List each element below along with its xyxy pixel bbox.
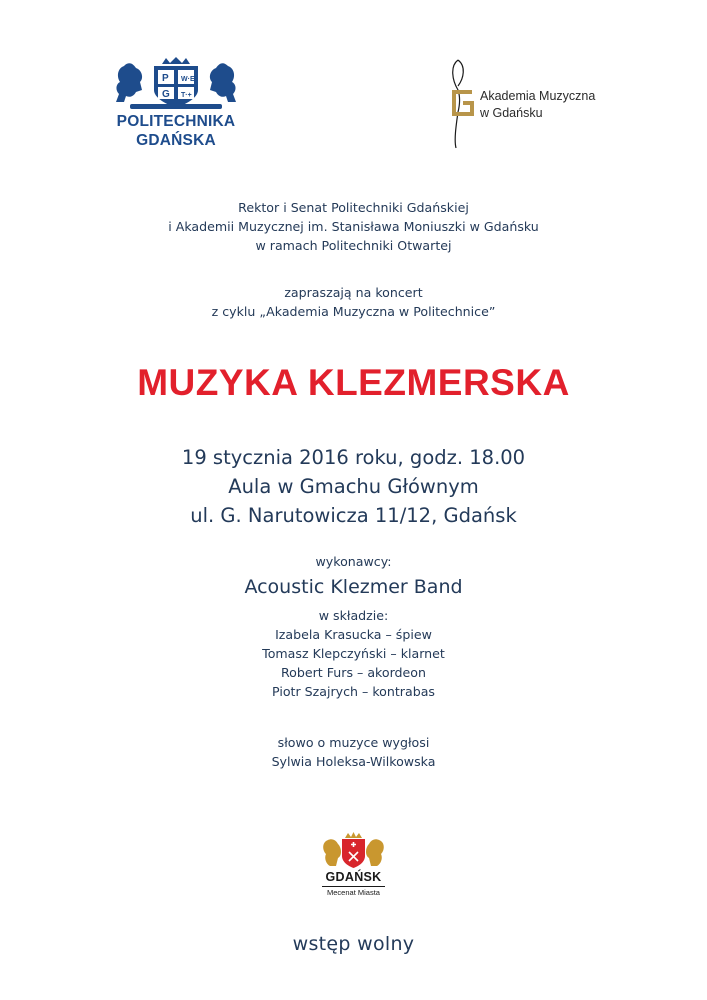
svg-text:G: G bbox=[162, 89, 170, 100]
band-members bbox=[0, 606, 707, 701]
gdansk-mecenat-logo bbox=[314, 832, 393, 904]
pg-name-line1: POLITECHNIKA bbox=[116, 113, 236, 130]
svg-text:W·E: W·E bbox=[181, 76, 195, 83]
akademia-muzyczna-logo bbox=[446, 56, 616, 152]
intro-line: w ramach Politechniki Otwartej bbox=[255, 238, 452, 253]
svg-text:P: P bbox=[162, 73, 169, 84]
members-intro: w składzie: bbox=[318, 608, 389, 623]
member-item: Piotr Szajrych – kontrabas bbox=[272, 684, 435, 699]
event-date: 19 stycznia 2016 roku, godz. 18.00 bbox=[181, 446, 526, 469]
invite-line: z cyklu „Akademia Muzyczna w Politechnice” bbox=[211, 304, 496, 319]
event-venue: Aula w Gmachu Głównym bbox=[228, 475, 479, 498]
invite-text bbox=[0, 283, 707, 321]
intro-text bbox=[0, 198, 707, 255]
event-address: ul. G. Narutowicza 11/12, Gdańsk bbox=[190, 504, 517, 527]
speaker-name: Sylwia Holeksa-Wilkowska bbox=[271, 754, 436, 769]
pg-crest-icon bbox=[110, 56, 242, 112]
band-name: Acoustic Klezmer Band bbox=[244, 576, 463, 598]
gdansk-crest-icon bbox=[314, 832, 393, 870]
intro-line: Rektor i Senat Politechniki Gdańskiej bbox=[238, 200, 469, 215]
am-name-line1: Akademia Muzyczna bbox=[480, 89, 596, 103]
treble-clef-g-icon bbox=[446, 56, 480, 152]
pg-name-line2: GDAŃSKA bbox=[136, 132, 216, 149]
politechnika-gdanska-logo bbox=[110, 56, 242, 152]
gdansk-name: GDAŃSK bbox=[325, 870, 382, 884]
gdansk-divider bbox=[322, 886, 385, 887]
member-item: Izabela Krasucka – śpiew bbox=[275, 627, 432, 642]
member-item: Robert Furs – akordeon bbox=[281, 665, 426, 680]
gdansk-subtitle: Mecenat Miasta bbox=[327, 888, 380, 897]
event-details bbox=[0, 443, 707, 530]
intro-line: i Akademii Muzycznej im. Stanisława Moniuszki w Gdańsku bbox=[168, 219, 539, 234]
free-entry-note: wstęp wolny bbox=[292, 933, 415, 955]
am-name-line2: w Gdańsku bbox=[480, 106, 543, 120]
performers-label: wykonawcy: bbox=[315, 554, 392, 569]
speaker-info bbox=[0, 733, 707, 771]
svg-text:T·+: T·+ bbox=[181, 92, 192, 99]
member-item: Tomasz Klepczyński – klarnet bbox=[262, 646, 445, 661]
invite-line: zapraszają na koncert bbox=[284, 285, 423, 300]
concert-title: MUZYKA KLEZMERSKA bbox=[137, 362, 570, 403]
speaker-label: słowo o muzyce wygłosi bbox=[277, 735, 430, 750]
